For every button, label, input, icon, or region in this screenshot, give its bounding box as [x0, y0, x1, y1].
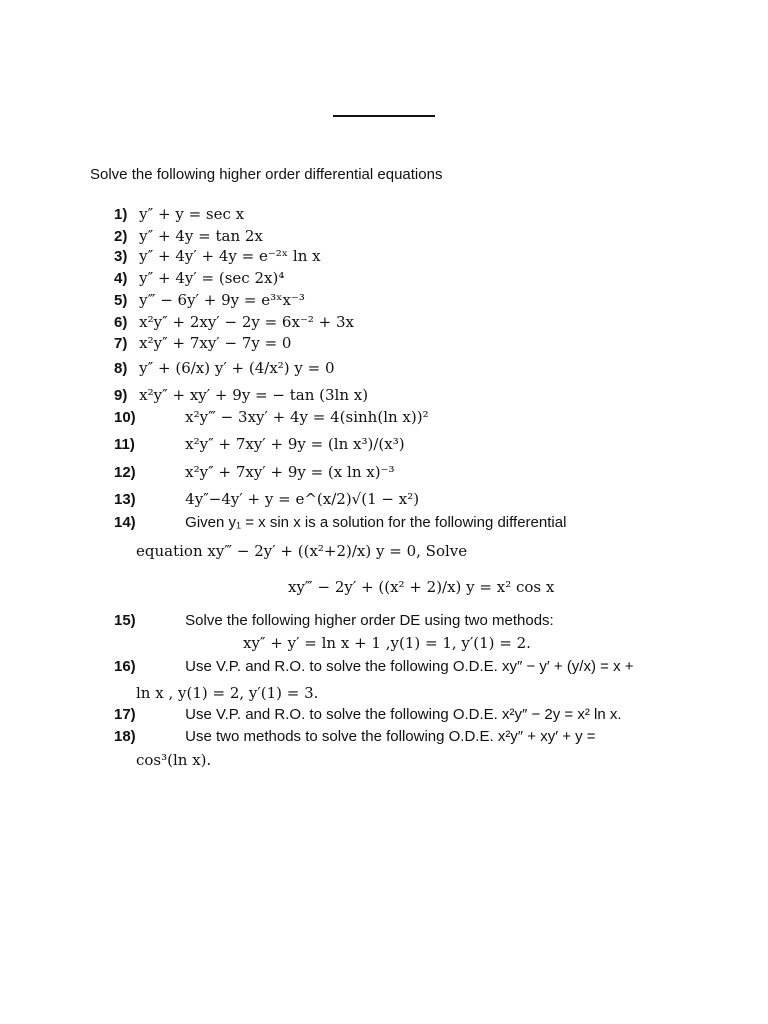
problem-equation: x²y″ + 7xy′ + 9y = (x ln x)⁻³	[185, 463, 395, 481]
problem-equation: x²y‴ − 3xy′ + 4y = 4(sinh(ln x))²	[185, 408, 429, 426]
problem-text: Given y₁ = x sin x is a solution for the following differential	[185, 514, 567, 531]
problem-equation: x²y″ + 2xy′ − 2y = 6x⁻² + 3x	[139, 313, 354, 331]
problem-equation: equation xy‴ − 2y′ + ((x²+2)/x) y = 0, Solve	[136, 542, 468, 560]
problem-number: 14)	[114, 514, 136, 531]
problem-11	[114, 434, 405, 455]
problem-16	[114, 657, 634, 677]
problem-number: 9)	[114, 387, 128, 404]
problem-equation: y″ + 4y = tan 2x	[139, 227, 263, 245]
intro-text: Solve the following higher order differential equations	[90, 166, 443, 183]
problem-equation: ln x , y(1) = 2, y′(1) = 3.	[136, 684, 319, 702]
problem-equation: x²y″ + 7xy′ − 7y = 0	[139, 334, 292, 352]
problem-equation: 4y″−4y′ + y = e^(x/2)√(1 − x²)	[185, 490, 420, 508]
problem-number: 2)	[114, 228, 128, 245]
problem-15-equation: xy″ + y′ = ln x + 1 ,y(1) = 1, y′(1) = 2.	[243, 634, 531, 652]
problem-text: Use two methods to solve the following O.D.E. x²y″ + xy′ + y =	[185, 728, 596, 745]
problem-equation: y″ + y = sec x	[139, 205, 245, 223]
problem-number: 11)	[114, 436, 135, 453]
problem-9	[114, 385, 368, 406]
problem-12	[114, 462, 394, 483]
problem-number: 17)	[114, 706, 136, 723]
problem-15	[114, 611, 554, 631]
problem-equation: cos³(ln x).	[136, 751, 212, 769]
problem-number: 3)	[114, 248, 128, 265]
problem-number: 16)	[114, 658, 136, 675]
problem-18	[114, 727, 596, 747]
problem-number: 8)	[114, 360, 128, 377]
problem-number: 7)	[114, 335, 128, 352]
problem-equation: y‴ − 6y′ + 9y = e³ˣx⁻³	[139, 291, 305, 309]
problem-number: 15)	[114, 612, 136, 629]
problem-equation: y″ + 4y′ + 4y = e⁻²ˣ ln x	[139, 247, 321, 265]
problem-13	[114, 489, 419, 510]
problem-number: 1)	[114, 206, 128, 223]
problem-number: 12)	[114, 464, 136, 481]
problem-7	[114, 333, 291, 354]
problem-text: Solve the following higher order DE using two methods:	[185, 612, 554, 629]
problem-equation: y″ + 4y′ = (sec 2x)⁴	[139, 269, 285, 287]
problem-text: Use V.P. and R.O. to solve the following O.D.E. x²y″ − 2y = x² ln x.	[185, 706, 622, 723]
problem-number: 13)	[114, 491, 136, 508]
problem-number: 6)	[114, 314, 128, 331]
problem-text: Use V.P. and R.O. to solve the following O.D.E. xy″ − y′ + (y/x) = x +	[185, 658, 634, 675]
problem-14-equation: xy‴ − 2y′ + ((x² + 2)/x) y = x² cos x	[288, 578, 555, 596]
problem-16-line-2	[136, 683, 318, 704]
problem-4	[114, 268, 284, 289]
problem-1	[114, 204, 244, 225]
problem-18-line-2	[136, 750, 211, 771]
problem-number: 10)	[114, 409, 136, 426]
problem-14-line-2	[136, 541, 467, 562]
problem-2	[114, 226, 263, 247]
problem-number: 5)	[114, 292, 128, 309]
problem-3	[114, 246, 321, 267]
problem-equation: y″ + (6/x) y′ + (4/x²) y = 0	[139, 359, 335, 377]
problem-number: 4)	[114, 270, 128, 287]
title-rule	[333, 115, 435, 117]
problem-5	[114, 290, 305, 311]
problem-17	[114, 705, 622, 725]
problem-8	[114, 358, 335, 379]
problem-equation: x²y″ + xy′ + 9y = − tan (3ln x)	[139, 386, 369, 404]
problem-14	[114, 513, 566, 533]
problem-10	[114, 407, 429, 428]
problem-number: 18)	[114, 728, 136, 745]
problem-6	[114, 312, 354, 333]
problem-equation: x²y″ + 7xy′ + 9y = (ln x³)/(x³)	[185, 435, 405, 453]
